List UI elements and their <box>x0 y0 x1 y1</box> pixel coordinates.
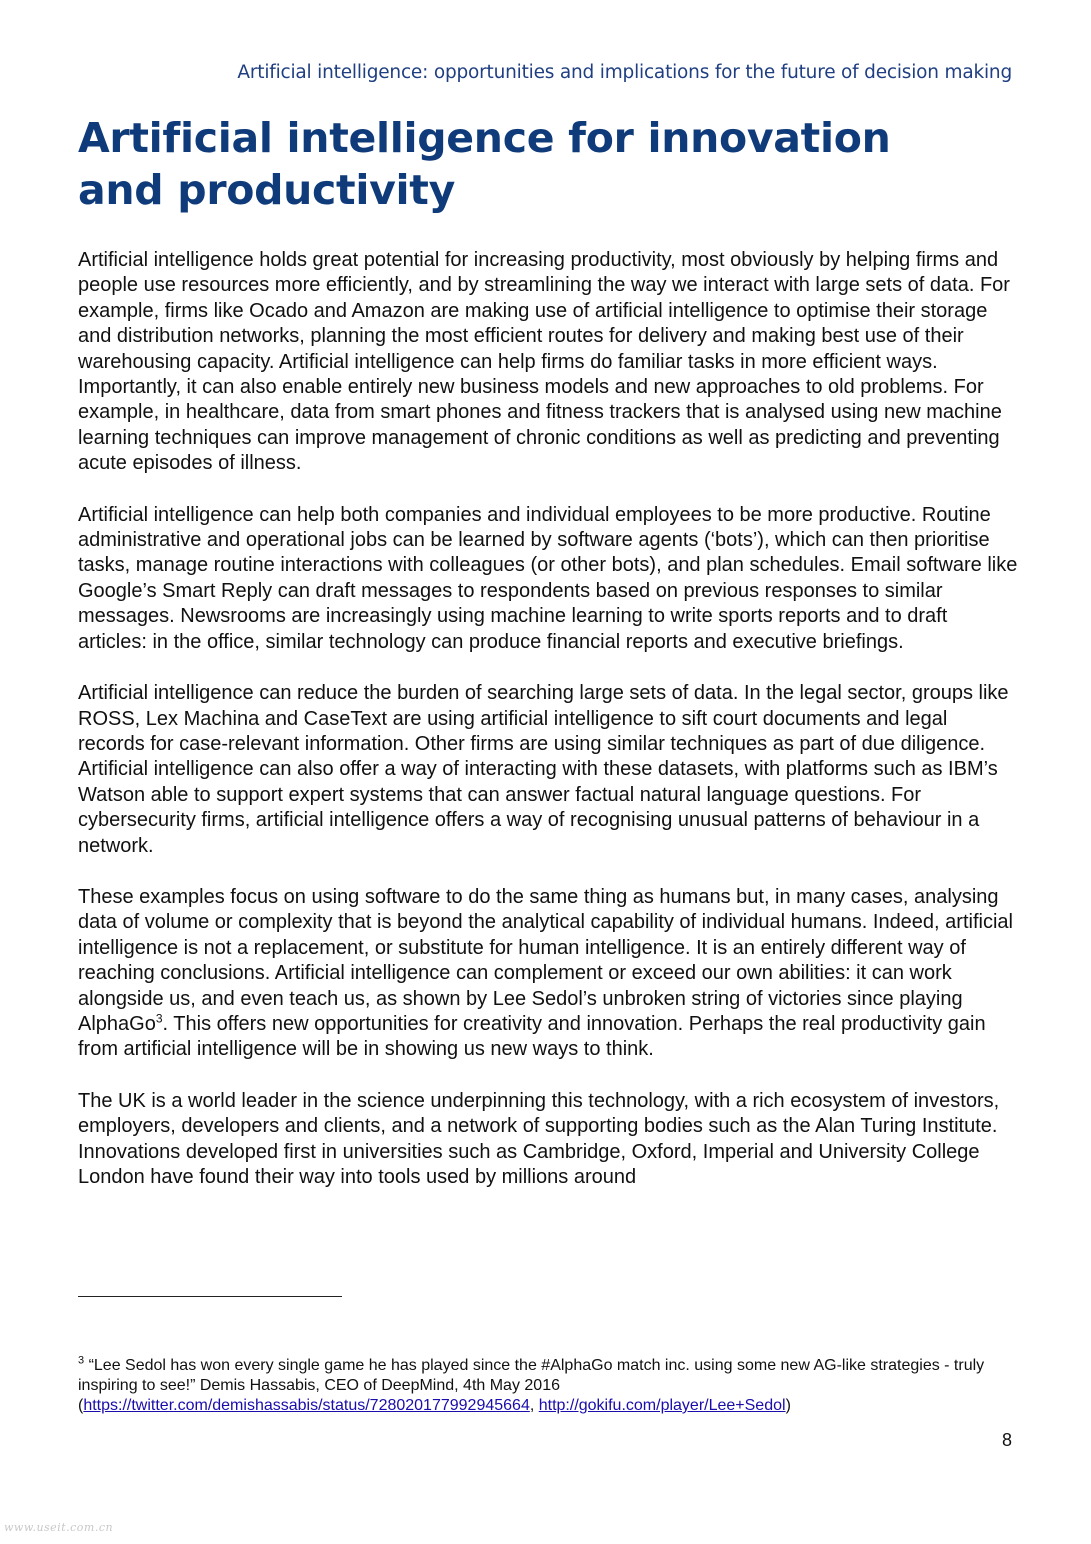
page-title: Artificial intelligence for innovation and productivity <box>78 114 891 214</box>
footnote-text: “Lee Sedol has won every single game he has played since the #AlphaGo match inc. using some new AG-like strategies - truly inspiring to see!” Demis Hassabis, CEO of DeepMind, 4th May 2016 ( <box>78 1357 985 1414</box>
paragraph-text: These examples focus on using software to do the same thing as humans but, in many cases, analysing data of volume or complexity that is beyond the analytical capability of individual humans. Indeed, artificial intelligence is not a replacement, or substitute for human intelligence. It is an entirely different way of reaching conclusions. Artificial intelligence can complement or exceed our own abilities: it can work alongside us, and even teach us, as shown by Lee Sedol’s unbroken string of victories since playing AlphaGo <box>78 885 1013 1035</box>
page-number: 8 <box>1001 1430 1012 1450</box>
footnote-reference[interactable]: 3 <box>155 1011 163 1026</box>
paragraph: The UK is a world leader in the science underpinning this technology, with a rich ecosystem of investors, employers, developers and clients, and a network of supporting bodies such as the Alan Turing Institute. Innovations developed first in universities such as Cambridge, Oxford, Imperial and University College London have found their way into tools used by millions around <box>78 1089 1000 1188</box>
footnote-separator: , <box>529 1397 539 1414</box>
paragraph: Artificial intelligence holds great potential for increasing productivity, most obviously by helping firms and people use resources more efficiently, and by streamlining the way we interact with large sets of data. For example, firms like Ocado and Amazon are making use of artificial intelligence to optimise their storage and distribution networks, planning the most efficient routes for delivery and making best use of their warehousing capacity. Artificial intelligence can help firms do familiar tasks in more efficient ways. Importantly, it can also enable entirely new business models and new approaches to old problems. For example, in healthcare, data from smart phones and fitness trackers that is analysed using new machine learning techniques can improve management of chronic conditions as well as predicting and preventing acute episodes of illness. <box>78 249 1010 475</box>
twitter-link[interactable]: https://twitter.com/demishassabis/status/728020177992945664 <box>83 1397 530 1414</box>
running-header: Artificial intelligence: opportunities and implications for the future of decision making <box>237 62 1012 83</box>
paragraph: Artificial intelligence can reduce the burden of searching large sets of data. In the legal sector, groups like ROSS, Lex Machina and CaseText are using artificial intelligence to sift court documents and legal records for case-relevant information. Other firms are using similar techniques as part of due diligence. Artificial intelligence can also offer a way of interacting with these datasets, with platforms such as IBM’s Watson able to support expert systems that can answer factual natural language questions. For cybersecurity firms, artificial intelligence offers a way of recognising unusual patterns of behaviour in a network. <box>78 682 1009 857</box>
body-text <box>78 248 1018 1216</box>
paragraph <box>78 885 1018 1063</box>
footnote <box>78 1356 1018 1416</box>
gokifu-link[interactable]: http://gokifu.com/player/Lee+Sedol <box>538 1397 786 1414</box>
footnote-close: ) <box>785 1397 791 1414</box>
paragraph: Artificial intelligence can help both companies and individual employees to be more productive. Routine administrative and operational jobs can be learned by software agents (‘bots’), which can then prioritise tasks, manage routine interactions with colleagues (or other bots), and plan schedules. Email software like Google’s Smart Reply can draft messages to respondents based on previous responses to similar messages. Newsrooms are increasingly using machine learning to write sports reports and to draft articles: in the office, similar technology can produce financial reports and executive briefings. <box>78 503 1018 653</box>
footnote-marker: 3 <box>78 1354 85 1367</box>
watermark: www.useit.com.cn <box>4 1521 114 1534</box>
paragraph-text: . This offers new opportunities for creativity and innovation. Perhaps the real productivity gain from artificial intelligence will be in showing us new ways to think. <box>78 1012 986 1061</box>
footnote-divider <box>78 1296 342 1297</box>
